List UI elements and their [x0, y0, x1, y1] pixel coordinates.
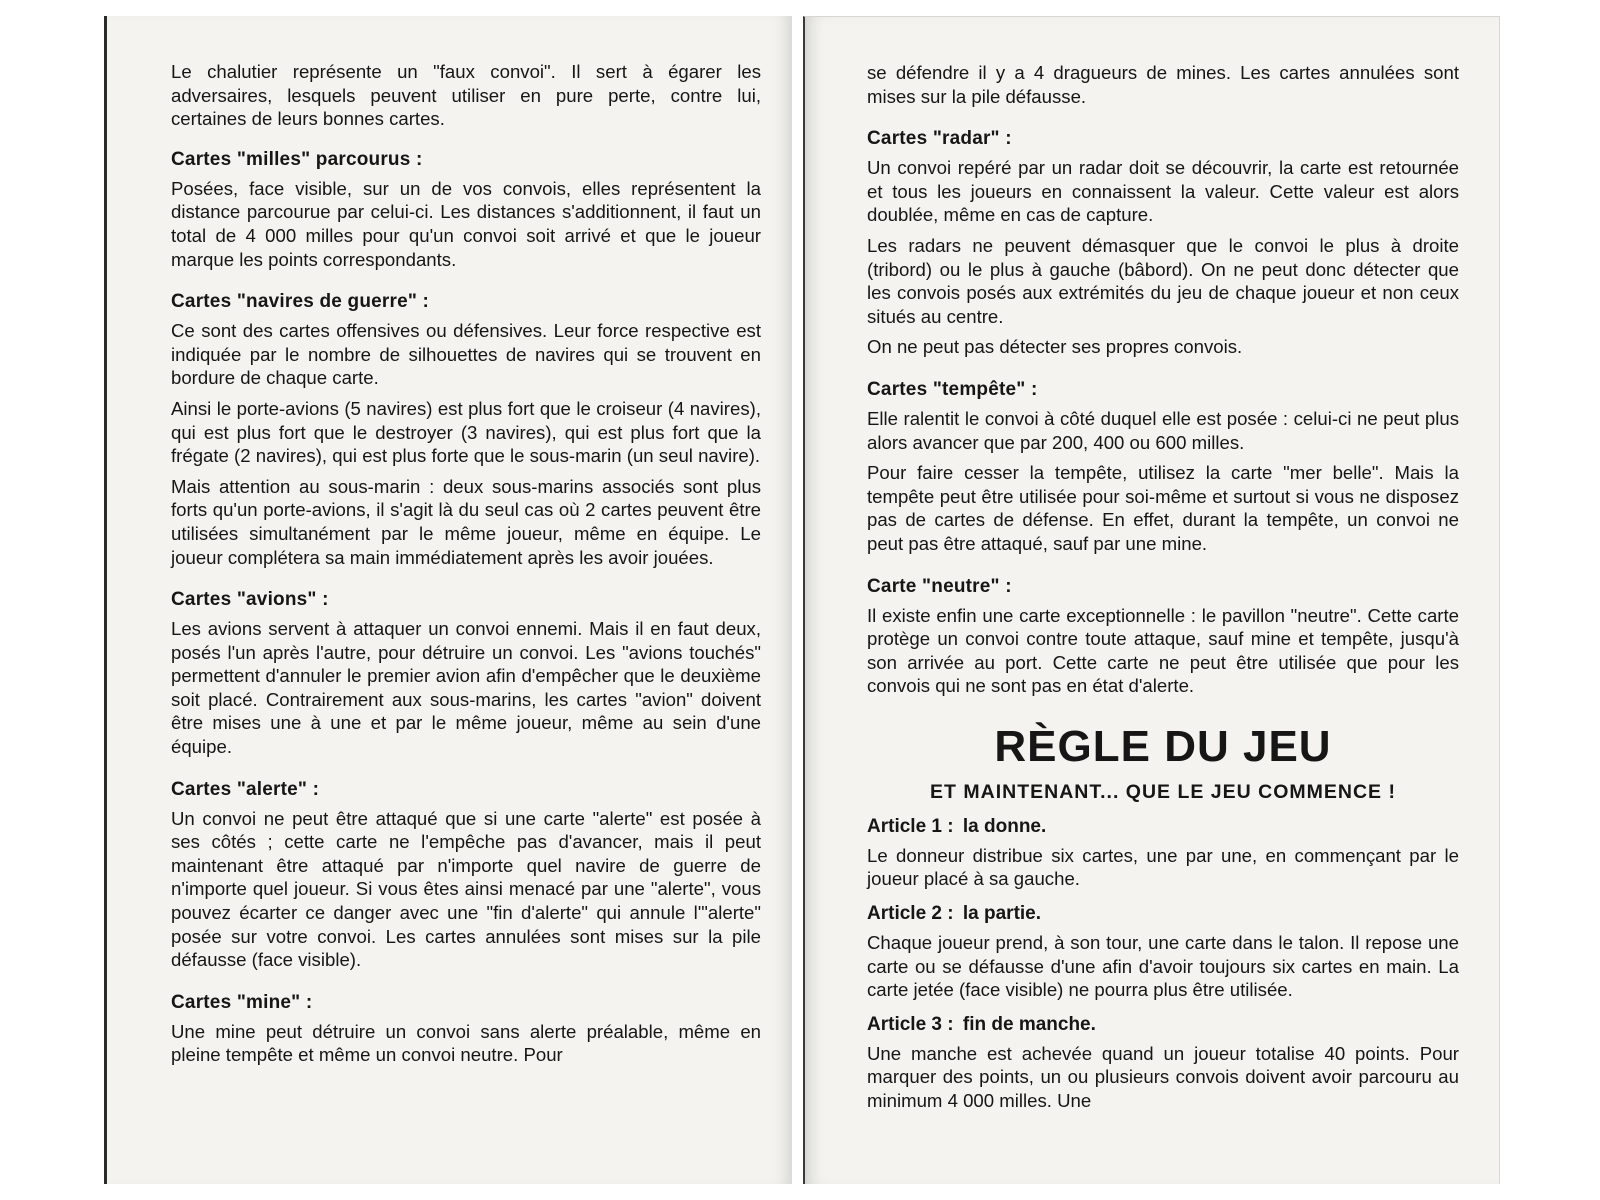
paragraph-radar-1: Un convoi repéré par un radar doit se découvrir, la carte est retournée et tous les joueurs en connaissent la valeur. Cette valeur est alors doublée, même en cas de capture. — [867, 157, 1459, 226]
section-heading-milles: Cartes "milles" parcourus : — [171, 148, 423, 170]
article-2-heading — [867, 902, 1459, 925]
section-heading-radar: Cartes "radar" : — [867, 128, 1012, 150]
paragraph-mine: Une mine peut détruire un convoi sans alerte préalable, même en pleine tempête et même un convoi neutre. Pour — [171, 1020, 761, 1066]
rules-title: RÈGLE DU JEU — [994, 721, 1332, 771]
article-3-heading — [867, 1013, 1459, 1036]
paragraph-neutre: Il existe enfin une carte exceptionnelle : le pavillon "neutre". Cette carte protège un convoi contre toute attaque, sauf mine et tempête, jusqu'à son arrivée au port. Cette carte ne peut être utilisée que pour les convois qui ne sont pas en état d'alerte. — [867, 604, 1459, 697]
article-1-text: Le donneur distribue six cartes, une par une, en commençant par le joueur placé à sa gauche. — [867, 844, 1459, 890]
rules-subtitle: ET MAINTENANT... QUE LE JEU COMMENCE ! — [930, 780, 1396, 803]
paragraph-radar-2: Les radars ne peuvent démasquer que le convoi le plus à droite (tribord) ou le plus à gauche (bâbord). On ne peut donc détecter que les convois posés aux extrémités du jeu de chaque joueur et non ceux situés au centre. — [867, 234, 1459, 327]
paragraph-radar-3: On ne peut pas détecter ses propres convois. — [867, 336, 1243, 358]
article-3-text: Une manche est achevée quand un joueur totalise 40 points. Pour marquer des points, un ou plusieurs convois doivent avoir parcouru au minimum 4 000 milles. Une — [867, 1042, 1459, 1112]
article-title: fin de manche. — [962, 1013, 1096, 1035]
right-page — [803, 16, 1500, 1184]
paragraph-navires-1: Ce sont des cartes offensives ou défensives. Leur force respective est indiquée par le nombre de silhouettes de navires qui se trouvent en bordure de chaque carte. — [171, 320, 761, 389]
paragraph-tempete-1: Elle ralentit le convoi à côté duquel elle est posée : celui-ci ne peut plus alors avancer que par 200, 400 ou 600 milles. — [867, 407, 1459, 453]
section-heading-neutre: Carte "neutre" : — [867, 575, 1012, 597]
article-1-heading — [867, 815, 1459, 838]
paragraph-tempete-2: Pour faire cesser la tempête, utilisez la carte "mer belle". Mais la tempête peut être utilisée pour soi-même et surtout si vous ne disposez pas de cartes de défense. En effet, durant la tempête, un convoi ne peut pas être attaqué, sauf par une mine. — [867, 462, 1459, 554]
intro-paragraph: Le chalutier représente un "faux convoi". Il sert à égarer les adversaires, lesquels peuvent utiliser en pure perte, contre lui, certaines de leurs bonnes cartes. — [171, 61, 761, 130]
paragraph-avions: Les avions servent à attaquer un convoi ennemi. Mais il en faut deux, posés l'un après l'autre, pour détruire un convoi. Les "avions touchés" permettent d'annuler le premier avion afin d'empêcher que le deuxième soit placé. Contrairement aux sous-marins, les cartes "avion" doivent être mises une à une et par le même joueur, même au sein d'une équipe. — [171, 618, 761, 758]
article-label: Article 1 : — [867, 815, 954, 837]
paragraph-milles: Posées, face visible, sur un de vos convois, elles représentent la distance parcourue par celui-ci. Les distances s'additionnent, il faut un total de 4 000 milles pour qu'un convoi soit arrivé et que le joueur marque les points correspondants. — [171, 177, 761, 270]
left-page — [104, 16, 792, 1184]
section-heading-alerte: Cartes "alerte" : — [171, 778, 320, 800]
left-column — [171, 60, 761, 1076]
paragraph-navires-3: Mais attention au sous-marin : deux sous-marins associés sont plus forts qu'un porte-avions, il s'agit là du seul cas où 2 cartes peuvent être utilisées simultanément par le même joueur, même en équipe. Le joueur complétera sa main immédiatement après les avoir jouées. — [171, 475, 761, 568]
section-heading-mine: Cartes "mine" : — [171, 991, 313, 1013]
article-title: la donne. — [962, 815, 1047, 837]
article-2-text: Chaque joueur prend, à son tour, une carte dans le talon. Il repose une carte ou se défausse d'une afin d'avoir toujours six cartes en main. La carte jetée (face visible) ne pourra plus être utilisée. — [867, 932, 1459, 1001]
paragraph-alerte: Un convoi ne peut être attaqué que si une carte "alerte" est posée à ses côtés ; cette carte ne l'empêche pas d'avancer, mais il peut maintenant être attaqué par n'importe quel navire de guerre de n'importe quel joueur. Si vous êtes ainsi menacé par une "alerte", vous pouvez écarter ce danger avec une "fin d'alerte" qui annule l'"alerte" posée sur votre convoi. Les cartes annulées sont mises sur la pile défausse (face visible). — [171, 807, 761, 971]
continuation-paragraph: se défendre il y a 4 dragueurs de mines. Les cartes annulées sont mises sur la pile défausse. — [867, 62, 1459, 107]
section-heading-navires: Cartes "navires de guerre" : — [171, 291, 430, 313]
article-label: Article 2 : — [867, 903, 954, 925]
article-label: Article 3 : — [867, 1013, 954, 1035]
paragraph-navires-2: Ainsi le porte-avions (5 navires) est plus fort que le croiseur (4 navires), qui est plus fort que le destroyer (3 navires), qui est plus fort que la frégate (2 navires), qui est plus forte que le sous-marin (un seul navire). — [171, 397, 761, 467]
book-fold — [792, 10, 803, 1190]
right-column — [867, 61, 1459, 1122]
section-heading-tempete: Cartes "tempête" : — [867, 378, 1038, 400]
article-title: la partie. — [962, 903, 1042, 925]
section-heading-avions: Cartes "avions" : — [171, 589, 329, 611]
